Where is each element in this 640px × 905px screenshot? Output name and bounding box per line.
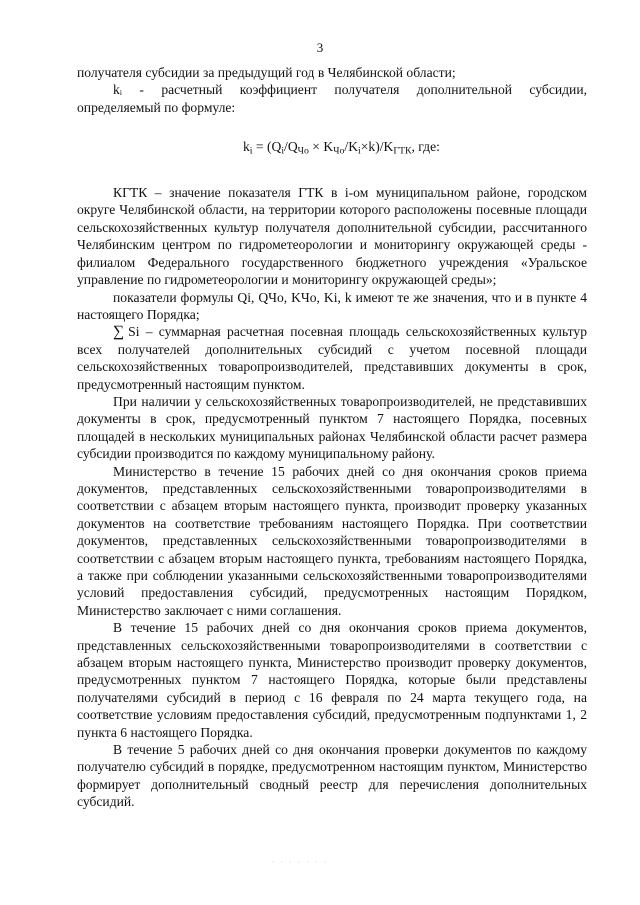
paragraph-multiple-districts: При наличии у сельскохозяйственных товаропроизводителей, не представивших документы в срок, предусмотренный пунктом 7 настоящего Порядка, посевных площадей в нескольких муниципальных районах Челябинской области расчет размера субсидии производится по каждому муниципальному району. <box>77 393 587 462</box>
formula-ki: $k_i = (Q_i/Q_{Чо} \times K_{Чо}/K_i\times k)/K_{ГТК}$, где: <box>243 139 440 157</box>
document-body <box>77 64 587 811</box>
paragraph-document-review: В течение 15 рабочих дней со дня окончания сроков приема документов, представленных сельскохозяйственными товаропроизводителями в соответствии с абзацем вторым настоящего пункта, Министерство производит проверку документов, предусмотренных пунктом 7 настоящего Порядка, которые были представлены получателями субсидий в период с 16 февраля по 24 марта текущего года, на соответствие условиям предоставления субсидий, предусмотренным подпунктами 1, 2 пункта 6 настоящего Порядка. <box>77 620 587 740</box>
paragraph-ki-definition: kᵢ - расчетный коэффициент получателя дополнительной субсидии, определяемый по формуле: <box>77 82 587 115</box>
faint-scan-mark: · · · · · · · <box>271 858 329 867</box>
page-number: 3 <box>316 40 324 55</box>
sigma-symbol: ∑ <box>113 323 125 341</box>
paragraph-ktk-definition: КГТК – значение показателя ГТК в i-ом муниципальном районе, городском округе Челябинской области, на территории которого расположены посевные площади сельскохозяйственных культур получателя дополнительной субсидии, рассчитанного Челябинским центром по гидрометеорологии и мониторингу окружающей среды - филиалом Федерального государственного бюджетного учреждения «Уральское управление по гидрометеорологии и мониторингу окружающей среды»; <box>77 185 587 288</box>
paragraph-registry: В течение 5 рабочих дней со дня окончания проверки документов по каждому получателю субсидий в порядке, предусмотренном настоящим пунктом, Министерство формирует дополнительный сводный реестр для перечисления дополнительных субсидий. <box>77 742 587 810</box>
paragraph-ministry-check: Министерство в течение 15 рабочих дней со дня окончания сроков приема документов, представленных сельскохозяйственными товаропроизводителями в соответствии с абзацем вторым настоящего пункта, производит проверку указанных документов на соответствие требованиям настоящего Порядка. При соответствии документов, представленных сельскохозяйственными товаропроизводителями в соответствии с абзацем вторым настоящего пункта, требованиям настоящего Порядка, а также при соблюдении указанными сельскохозяйственными товаропроизводителями условий предоставления субсидий, предусмотренных настоящим Порядком, Министерство заключает с ними соглашения. <box>77 463 587 618</box>
paragraph-formula-indicators: показатели формулы Qi, QЧо, KЧо, Ki, k имеют те же значения, что и в пункте 4 настоящего Порядка; <box>77 289 587 322</box>
paragraph-continuation: получателя субсидии за предыдущий год в Челябинской области; <box>77 65 456 80</box>
paragraph-sum-area: ∑ Si – суммарная расчетная посевная площадь сельскохозяйственных культур всех получателей дополнительных субсидий с учетом посевной площади сельскохозяйственных товаропроизводителей, представивших документы в срок, предусмотренный настоящим пунктом. <box>77 323 587 392</box>
